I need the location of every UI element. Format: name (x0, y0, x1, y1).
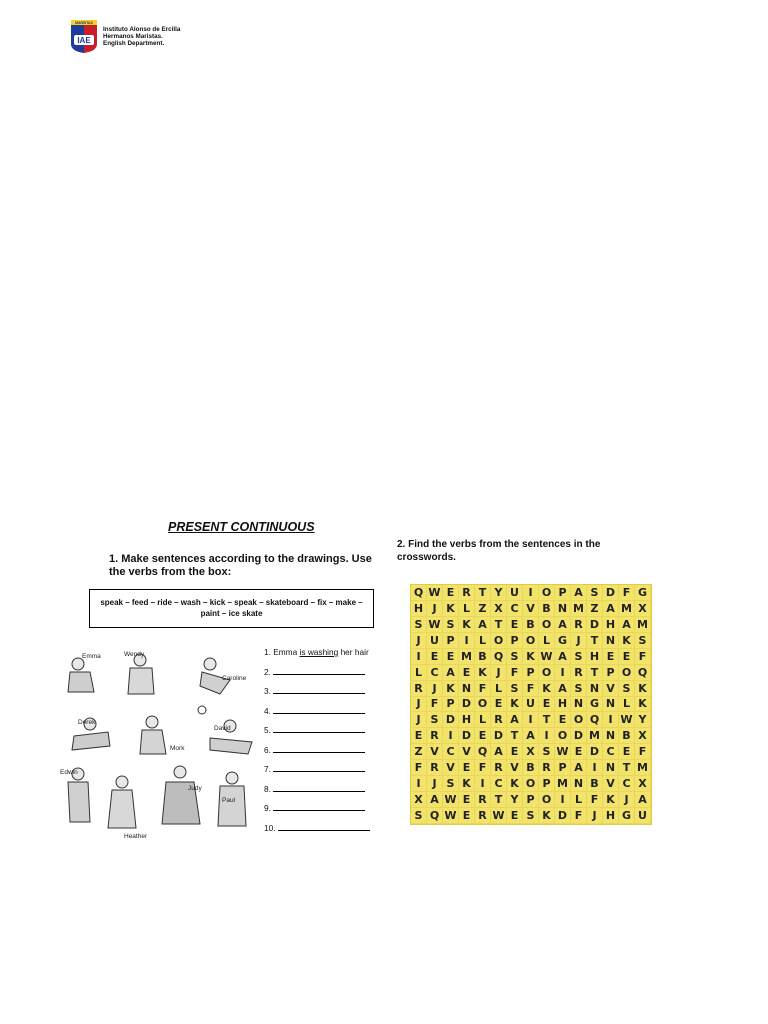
grid-cell[interactable]: Q (411, 585, 427, 601)
grid-cell[interactable]: K (523, 649, 539, 665)
grid-cell[interactable]: I (475, 776, 491, 792)
grid-cell[interactable]: O (619, 665, 635, 681)
answer-blank[interactable] (273, 705, 365, 714)
answer-blank[interactable] (273, 802, 365, 811)
grid-cell[interactable]: R (475, 792, 491, 808)
grid-cell[interactable]: D (459, 728, 475, 744)
grid-cell[interactable]: F (475, 760, 491, 776)
answer-blank[interactable] (273, 666, 365, 675)
grid-cell[interactable]: T (491, 792, 507, 808)
grid-cell[interactable]: E (507, 808, 523, 824)
grid-cell[interactable]: Z (475, 601, 491, 617)
grid-cell[interactable]: P (443, 697, 459, 713)
sentence-number: 7. (264, 764, 271, 774)
sentence-line (264, 801, 379, 821)
grid-cell[interactable]: W (555, 744, 571, 760)
grid-cell[interactable]: O (539, 617, 555, 633)
grid-cell[interactable]: K (539, 808, 555, 824)
grid-cell[interactable]: I (587, 760, 603, 776)
grid-cell[interactable]: U (635, 808, 651, 824)
grid-cell[interactable]: X (491, 601, 507, 617)
grid-cell[interactable]: P (523, 665, 539, 681)
grid-cell[interactable]: F (635, 744, 651, 760)
answer-blank[interactable] (273, 783, 365, 792)
grid-cell[interactable]: R (475, 808, 491, 824)
grid-cell[interactable]: N (459, 681, 475, 697)
sentence-line (264, 723, 379, 743)
grid-cell[interactable]: G (619, 808, 635, 824)
sentence-line (264, 665, 379, 685)
grid-cell[interactable]: B (523, 617, 539, 633)
answer-blank[interactable] (273, 763, 365, 772)
sentence-number: 10. (264, 822, 276, 833)
grid-cell[interactable]: S (443, 776, 459, 792)
grid-cell[interactable]: S (411, 617, 427, 633)
grid-cell[interactable]: S (507, 649, 523, 665)
grid-cell[interactable]: F (523, 681, 539, 697)
grid-cell[interactable]: N (603, 697, 619, 713)
grid-cell[interactable]: S (571, 681, 587, 697)
grid-cell[interactable]: E (459, 792, 475, 808)
grid-cell[interactable]: W (443, 808, 459, 824)
kid-name-label: David (214, 725, 231, 732)
grid-cell[interactable]: B (523, 760, 539, 776)
grid-cell[interactable]: C (427, 665, 443, 681)
grid-cell[interactable]: R (571, 665, 587, 681)
grid-cell[interactable]: D (571, 728, 587, 744)
grid-cell[interactable]: I (523, 585, 539, 601)
grid-cell[interactable]: H (459, 712, 475, 728)
grid-cell[interactable]: X (635, 601, 651, 617)
grid-cell[interactable]: R (411, 681, 427, 697)
grid-cell[interactable]: P (603, 665, 619, 681)
grid-cell[interactable]: E (411, 728, 427, 744)
sentence-number: 4. (264, 705, 271, 716)
grid-cell[interactable]: I (411, 776, 427, 792)
grid-cell[interactable]: V (443, 760, 459, 776)
grid-cell[interactable]: H (587, 649, 603, 665)
grid-cell[interactable]: T (587, 633, 603, 649)
grid-cell[interactable]: Q (635, 665, 651, 681)
sentence-line (264, 704, 379, 724)
grid-cell[interactable]: E (443, 649, 459, 665)
grid-cell[interactable]: E (459, 665, 475, 681)
grid-cell[interactable]: A (523, 728, 539, 744)
grid-cell[interactable]: A (555, 681, 571, 697)
grid-cell[interactable]: J (411, 697, 427, 713)
grid-cell[interactable]: Y (635, 712, 651, 728)
grid-cell[interactable]: E (619, 649, 635, 665)
grid-cell[interactable]: N (571, 776, 587, 792)
grid-cell[interactable]: V (459, 744, 475, 760)
kid-name-label: Mork (170, 745, 185, 752)
grid-cell[interactable]: O (491, 633, 507, 649)
grid-cell[interactable]: C (491, 776, 507, 792)
grid-cell[interactable]: A (619, 617, 635, 633)
grid-cell[interactable]: V (427, 744, 443, 760)
grid-cell[interactable]: E (475, 728, 491, 744)
grid-cell[interactable]: F (507, 665, 523, 681)
grid-cell[interactable]: A (427, 792, 443, 808)
grid-cell[interactable]: F (427, 697, 443, 713)
grid-cell[interactable]: N (603, 760, 619, 776)
grid-cell[interactable]: G (587, 697, 603, 713)
answer-blank[interactable] (278, 822, 370, 831)
grid-cell[interactable]: L (619, 697, 635, 713)
grid-cell[interactable]: J (411, 712, 427, 728)
grid-cell[interactable]: S (411, 808, 427, 824)
grid-cell[interactable]: X (635, 728, 651, 744)
grid-cell[interactable]: O (539, 585, 555, 601)
kid-name-label: Derek (78, 719, 96, 726)
grid-cell[interactable]: L (475, 712, 491, 728)
grid-cell[interactable]: J (571, 633, 587, 649)
kid-name-label: Paul (222, 797, 236, 804)
grid-cell[interactable]: L (411, 665, 427, 681)
grid-cell[interactable]: K (635, 697, 651, 713)
kid-name-label: Edwin (60, 769, 78, 776)
grid-cell[interactable]: V (523, 601, 539, 617)
grid-cell[interactable]: N (603, 633, 619, 649)
svg-text:MARISTAS: MARISTAS (75, 21, 93, 25)
grid-cell[interactable]: L (539, 633, 555, 649)
grid-cell[interactable]: K (459, 617, 475, 633)
grid-cell[interactable]: K (443, 681, 459, 697)
grid-cell[interactable]: F (411, 760, 427, 776)
grid-cell[interactable]: K (635, 681, 651, 697)
school-line: Hermanos Maristas. (103, 33, 163, 41)
grid-cell[interactable]: V (603, 776, 619, 792)
grid-cell[interactable]: P (443, 633, 459, 649)
grid-cell[interactable]: V (603, 681, 619, 697)
grid-cell[interactable]: E (443, 585, 459, 601)
grid-cell[interactable]: A (555, 617, 571, 633)
grid-cell[interactable]: T (587, 665, 603, 681)
kid-name-label: Caroline (222, 675, 247, 682)
grid-cell[interactable]: M (555, 776, 571, 792)
grid-cell[interactable]: L (491, 681, 507, 697)
grid-cell[interactable]: Q (587, 712, 603, 728)
sentence-number: 8. (264, 783, 271, 794)
grid-cell[interactable]: W (619, 712, 635, 728)
grid-cell[interactable]: J (427, 776, 443, 792)
sentence-number: 6. (264, 744, 271, 755)
grid-cell[interactable]: X (635, 776, 651, 792)
grid-cell[interactable]: H (603, 617, 619, 633)
grid-cell[interactable]: S (523, 808, 539, 824)
grid-cell[interactable]: O (571, 712, 587, 728)
grid-cell[interactable]: U (507, 585, 523, 601)
grid-cell[interactable]: E (571, 744, 587, 760)
grid-cell[interactable]: E (459, 760, 475, 776)
school-logo (71, 20, 97, 53)
grid-cell[interactable]: S (443, 617, 459, 633)
grid-cell[interactable]: W (443, 792, 459, 808)
grid-cell[interactable]: E (491, 697, 507, 713)
example-answer: is washing (299, 647, 339, 657)
grid-cell[interactable]: J (427, 601, 443, 617)
sentence-list (264, 645, 379, 840)
grid-cell[interactable]: P (555, 585, 571, 601)
grid-cell[interactable]: O (523, 633, 539, 649)
grid-cell[interactable]: J (587, 808, 603, 824)
grid-cell[interactable]: M (571, 601, 587, 617)
sentence-number: 9. (264, 803, 271, 813)
exercise1-instruction: 1. Make sentences according to the drawings. Use the verbs from the box: (109, 553, 372, 578)
grid-cell[interactable]: R (427, 760, 443, 776)
grid-cell[interactable]: A (475, 617, 491, 633)
grid-cell[interactable]: A (443, 665, 459, 681)
grid-cell[interactable]: I (523, 712, 539, 728)
grid-cell[interactable]: A (491, 744, 507, 760)
grid-cell[interactable]: E (539, 697, 555, 713)
grid-cell[interactable]: I (459, 633, 475, 649)
example-suffix: her hair (338, 647, 369, 657)
sentence-line (264, 762, 379, 782)
grid-cell[interactable]: I (555, 792, 571, 808)
sentence-line (264, 782, 379, 802)
grid-cell[interactable]: H (555, 697, 571, 713)
grid-cell[interactable]: K (507, 697, 523, 713)
grid-cell[interactable]: S (635, 633, 651, 649)
grid-cell[interactable]: I (443, 728, 459, 744)
example-sentence (264, 645, 379, 665)
grid-cell[interactable]: S (507, 681, 523, 697)
grid-cell[interactable]: F (587, 792, 603, 808)
grid-cell[interactable]: P (523, 792, 539, 808)
verb-box-line: paint – ice skate (200, 609, 263, 618)
kid-name-label: Judy (188, 785, 202, 792)
grid-cell[interactable]: M (635, 617, 651, 633)
answer-blank[interactable] (273, 744, 365, 753)
grid-cell[interactable]: T (491, 617, 507, 633)
grid-cell[interactable]: C (619, 776, 635, 792)
grid-cell[interactable]: R (539, 760, 555, 776)
grid-cell[interactable]: K (443, 601, 459, 617)
grid-cell[interactable]: I (411, 649, 427, 665)
grid-cell[interactable]: W (539, 649, 555, 665)
grid-cell[interactable]: B (619, 728, 635, 744)
grid-cell[interactable]: G (635, 585, 651, 601)
grid-cell[interactable]: P (555, 760, 571, 776)
grid-cell[interactable]: Z (587, 601, 603, 617)
grid-cell[interactable]: H (411, 601, 427, 617)
grid-cell[interactable]: J (411, 633, 427, 649)
grid-cell[interactable]: N (603, 728, 619, 744)
grid-cell[interactable]: N (571, 697, 587, 713)
grid-cell[interactable]: A (507, 712, 523, 728)
grid-cell[interactable]: M (587, 728, 603, 744)
grid-cell[interactable]: L (459, 601, 475, 617)
school-line: English Department. (103, 40, 165, 48)
verb-box-line: speak – feed – ride – wash – kick – speak – skateboard – fix – make – (100, 598, 363, 607)
grid-cell[interactable]: F (571, 808, 587, 824)
grid-cell[interactable]: B (475, 649, 491, 665)
grid-cell[interactable]: D (587, 744, 603, 760)
grid-cell[interactable]: M (619, 601, 635, 617)
grid-cell[interactable]: C (443, 744, 459, 760)
kid-name-label: Wendy (124, 651, 145, 658)
verb-box (89, 589, 374, 628)
grid-cell[interactable]: W (427, 617, 443, 633)
grid-cell[interactable]: R (459, 585, 475, 601)
grid-cell[interactable]: M (635, 760, 651, 776)
grid-cell[interactable]: U (523, 697, 539, 713)
grid-cell[interactable]: D (443, 712, 459, 728)
grid-cell[interactable]: P (539, 776, 555, 792)
grid-cell[interactable]: S (587, 585, 603, 601)
grid-cell[interactable]: A (571, 760, 587, 776)
grid-cell[interactable]: R (571, 617, 587, 633)
grid-cell[interactable]: N (587, 681, 603, 697)
school-line: Instituto Alonso de Ercilla (103, 26, 181, 33)
grid-cell[interactable]: I (555, 665, 571, 681)
grid-cell[interactable]: Y (491, 585, 507, 601)
grid-cell[interactable]: E (603, 649, 619, 665)
grid-cell[interactable]: K (603, 792, 619, 808)
exercise2-instruction: 2. Find the verbs from the sentences in the crosswords. (397, 539, 601, 563)
grid-cell[interactable]: T (475, 585, 491, 601)
worksheet-title: PRESENT CONTINUOUS (168, 520, 315, 534)
grid-cell[interactable]: E (427, 649, 443, 665)
grid-cell[interactable]: N (555, 601, 571, 617)
grid-cell[interactable]: O (475, 697, 491, 713)
grid-cell[interactable]: X (523, 744, 539, 760)
grid-cell[interactable]: J (491, 665, 507, 681)
grid-cell[interactable]: V (507, 760, 523, 776)
sentence-number: 3. (264, 686, 271, 696)
grid-cell[interactable]: O (539, 665, 555, 681)
grid-cell[interactable]: H (603, 808, 619, 824)
grid-cell[interactable]: O (523, 776, 539, 792)
grid-cell[interactable]: W (491, 808, 507, 824)
svg-text:IAE: IAE (77, 36, 91, 45)
grid-cell[interactable]: S (427, 712, 443, 728)
grid-cell[interactable]: C (603, 744, 619, 760)
grid-cell[interactable]: E (507, 744, 523, 760)
grid-cell[interactable]: U (427, 633, 443, 649)
grid-cell[interactable]: Z (411, 744, 427, 760)
grid-cell[interactable]: K (507, 776, 523, 792)
grid-cell[interactable]: T (507, 728, 523, 744)
grid-cell[interactable]: L (571, 792, 587, 808)
grid-cell[interactable]: W (427, 585, 443, 601)
grid-cell[interactable]: P (507, 633, 523, 649)
word-search-grid (410, 584, 652, 825)
grid-cell[interactable]: I (539, 728, 555, 744)
grid-cell[interactable]: D (555, 808, 571, 824)
grid-cell[interactable]: F (619, 585, 635, 601)
grid-cell[interactable]: S (619, 681, 635, 697)
grid-cell[interactable]: K (539, 681, 555, 697)
grid-cell[interactable]: S (571, 649, 587, 665)
grid-cell[interactable]: E (459, 808, 475, 824)
grid-cell[interactable]: C (507, 601, 523, 617)
grid-cell[interactable]: Q (475, 744, 491, 760)
grid-cell[interactable]: D (587, 617, 603, 633)
grid-cell[interactable]: E (507, 617, 523, 633)
kid-name-label: Emma (82, 653, 101, 660)
grid-cell[interactable]: T (539, 712, 555, 728)
sentence-number: 2. (264, 666, 271, 677)
grid-cell[interactable]: Y (507, 792, 523, 808)
grid-cell[interactable]: J (427, 681, 443, 697)
grid-cell[interactable]: B (587, 776, 603, 792)
grid-cell[interactable]: K (459, 776, 475, 792)
sentence-line (264, 684, 379, 704)
grid-cell[interactable]: R (491, 712, 507, 728)
answer-blank[interactable] (273, 685, 365, 694)
grid-cell[interactable]: A (571, 585, 587, 601)
grid-cell[interactable]: J (619, 792, 635, 808)
grid-cell[interactable]: S (539, 744, 555, 760)
grid-cell[interactable]: I (603, 712, 619, 728)
grid-cell[interactable]: R (491, 760, 507, 776)
grid-cell[interactable]: X (411, 792, 427, 808)
sentence-line (264, 743, 379, 763)
grid-cell[interactable]: D (459, 697, 475, 713)
grid-cell[interactable]: E (619, 744, 635, 760)
grid-cell[interactable]: Q (427, 808, 443, 824)
grid-cell[interactable]: A (603, 601, 619, 617)
grid-cell[interactable]: F (635, 649, 651, 665)
grid-cell[interactable]: D (491, 728, 507, 744)
kids-drawings (60, 646, 260, 842)
answer-blank[interactable] (273, 724, 365, 733)
grid-cell[interactable]: Q (491, 649, 507, 665)
example-prefix: 1. Emma (264, 647, 300, 657)
grid-cell[interactable]: L (475, 633, 491, 649)
grid-cell[interactable]: O (539, 792, 555, 808)
sentence-number: 5. (264, 725, 271, 735)
grid-cell[interactable]: D (603, 585, 619, 601)
grid-cell[interactable]: G (555, 633, 571, 649)
grid-cell[interactable]: A (635, 792, 651, 808)
school-name (103, 26, 180, 48)
grid-cell[interactable]: T (619, 760, 635, 776)
grid-cell[interactable]: F (475, 681, 491, 697)
grid-cell[interactable]: K (619, 633, 635, 649)
grid-cell[interactable]: E (555, 712, 571, 728)
grid-cell[interactable]: B (539, 601, 555, 617)
kid-name-label: Heather (124, 833, 148, 840)
grid-cell[interactable]: R (427, 728, 443, 744)
grid-cell[interactable]: M (459, 649, 475, 665)
grid-cell[interactable]: A (555, 649, 571, 665)
grid-cell[interactable]: K (475, 665, 491, 681)
grid-cell[interactable]: O (555, 728, 571, 744)
sentence-line (264, 821, 379, 841)
